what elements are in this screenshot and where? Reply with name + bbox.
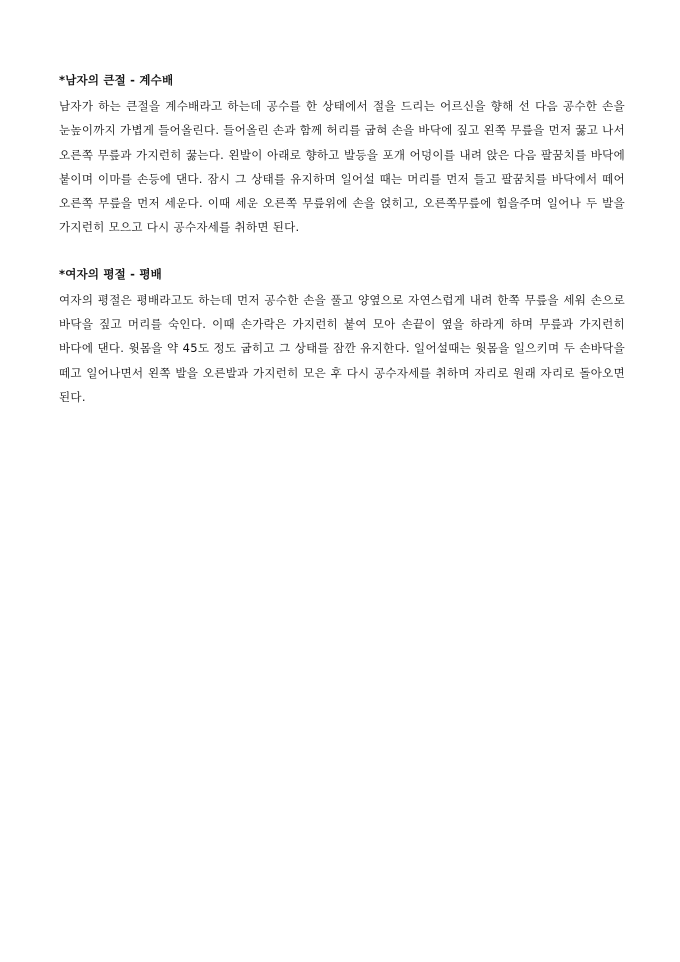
document-page <box>59 70 625 409</box>
section-male-bow <box>59 70 625 240</box>
section-heading: *여자의 평절 - 평배 <box>59 266 162 281</box>
section-heading: *남자의 큰절 - 계수배 <box>59 73 174 87</box>
section-paragraph: 남자가 하는 큰절을 계수배라고 하는데 공수를 한 상태에서 절을 드리는 어르신을 향해 선 다음 공수한 손을 눈높이까지 가볍게 들어올린다. 들어올린 손과 함께 허리를 굽혀 손을 바닥에 짚고 왼쪽 무릎을 먼저 꿇고 나서 오른쪽 무릎과 가지런히 꿇는다. 왼발이 아래로 향하고 발등을 포개 어덩이를 내려 앉은 다음 팔꿈치를 바닥에 붙이며 이마를 손등에 댄다. 잠시 그 상태를 유지하며 일어설 때는 머리를 먼저 들고 팔꿈치를 바닥에서 떼어 오른쪽 무릎을 먼저 세운다. 이때 세운 오른쪽 무릎위에 손을 얹히고, 오른쪽무릎에 힘을주며 일어나 두 발을 가지런히 모으고 다시 공수자세를 취하면 된다. <box>59 99 625 235</box>
section-paragraph: 여자의 평절은 평배라고도 하는데 먼저 공수한 손을 풀고 양옆으로 자연스럽게 내려 한쪽 무릎을 세워 손으로 바닥을 짚고 머리를 숙인다. 이때 손가락은 가지런히 붙여 모아 손끝이 옆을 하라게 하며 무릎과 가지런히 바다에 댄다. 윗몸을 약 45도 정도 굽히고 그 상태를 잠깐 유지한다. 일어설때는 윗몸을 일으키며 두 손바닥을 떼고 일어나면서 왼쪽 발을 오른발과 가지런히 모은 후 다시 공수자세를 취하며 자리로 원래 자리로 돌아오면 된다. <box>59 292 625 404</box>
section-female-bow <box>59 264 625 409</box>
